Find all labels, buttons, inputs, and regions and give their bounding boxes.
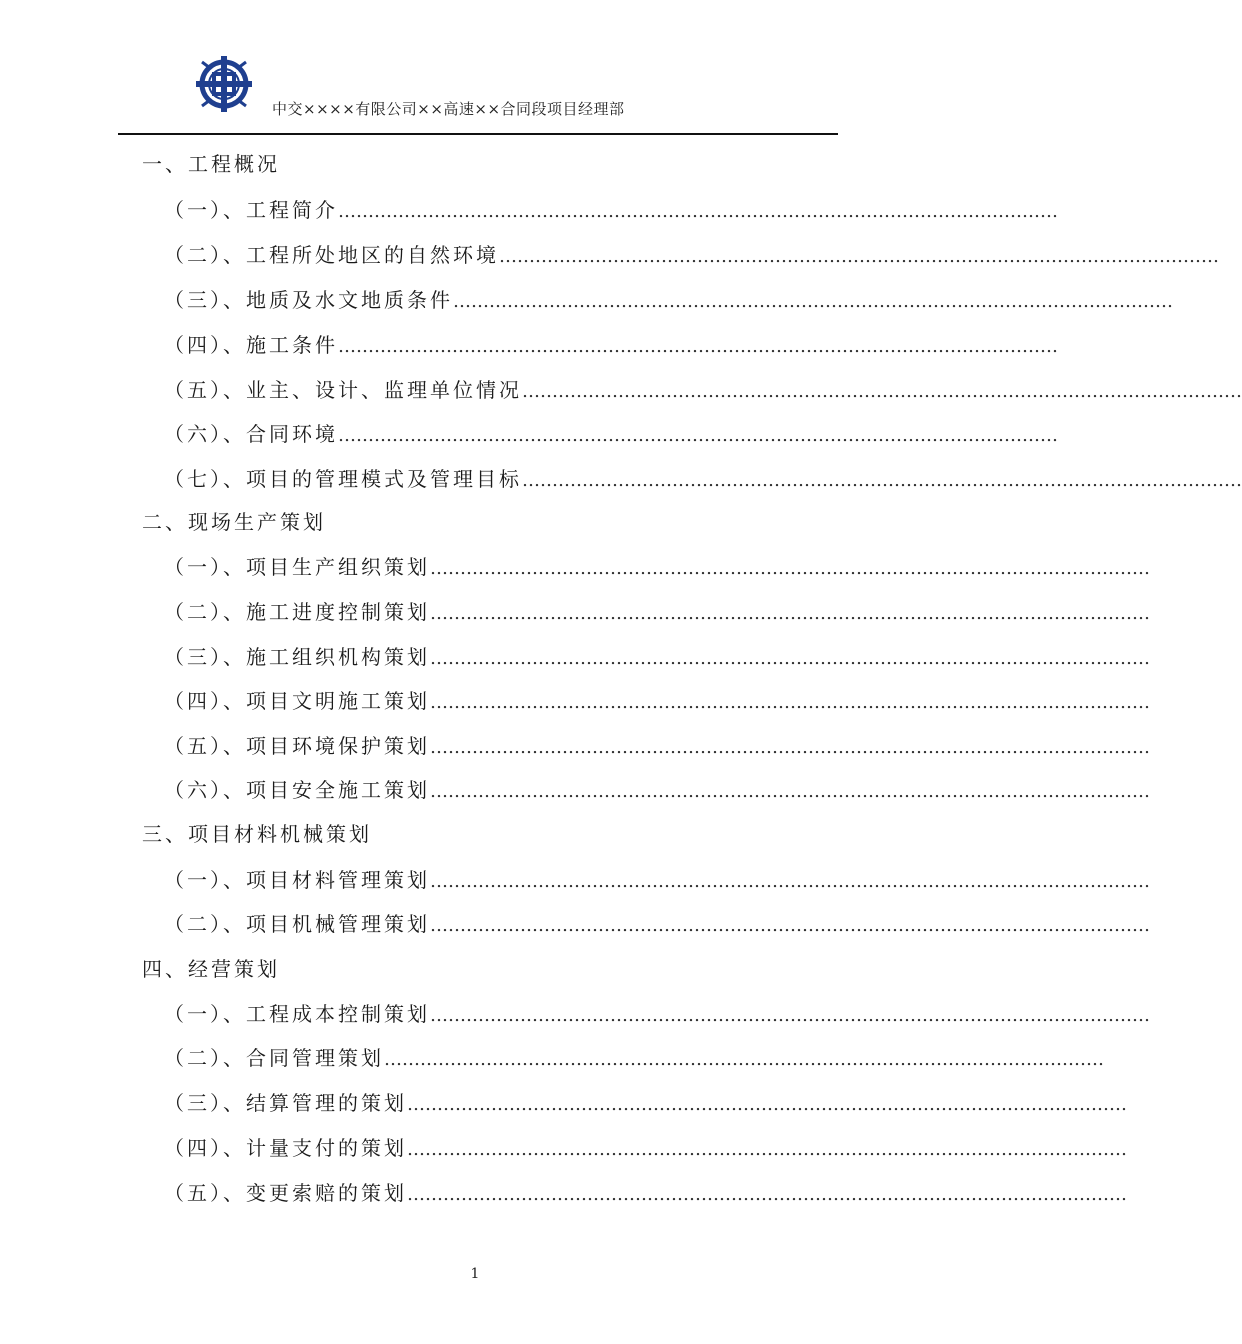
toc-entry[interactable] (164, 1134, 1127, 1162)
toc-entry[interactable] (164, 910, 1150, 938)
toc-dot-leader: ………………………………………………………………………………………………………… (338, 425, 1058, 446)
header-title: 中交××××有限公司××高速××合同段项目经理部 (272, 100, 625, 118)
toc-dot-leader: ………………………………………………………………………………………………………… (430, 781, 1150, 802)
toc-dot-leader: ………………………………………………………………………………………………………… (430, 603, 1150, 624)
toc-entry[interactable] (164, 331, 1058, 359)
toc-entry-label: （六）、项目安全施工策划 (164, 778, 430, 802)
toc-entry[interactable] (164, 776, 1150, 804)
toc-dot-leader: ………………………………………………………………………………………………………… (407, 1094, 1127, 1115)
toc-section-title: 四、经营策划 (142, 957, 280, 981)
toc-entry[interactable] (164, 553, 1150, 581)
toc-dot-leader: ………………………………………………………………………………………………………… (430, 915, 1150, 936)
toc-entry-label: （四）、计量支付的策划 (164, 1136, 407, 1160)
toc-entry-label: （一）、工程简介 (164, 198, 338, 222)
toc-dot-leader: ………………………………………………………………………………………………………… (430, 558, 1150, 579)
toc-entry-label: （三）、地质及水文地质条件 (164, 288, 453, 312)
toc-entry-label: （三）、施工组织机构策划 (164, 645, 430, 669)
toc-dot-leader: ………………………………………………………………………………………………………… (499, 246, 1219, 267)
toc-dot-leader: ………………………………………………………………………………………………………… (453, 291, 1173, 312)
toc-entry-label: （二）、工程所处地区的自然环境 (164, 243, 499, 267)
toc-dot-leader: ………………………………………………………………………………………………………… (430, 648, 1150, 669)
toc-entry-label: （四）、施工条件 (164, 333, 338, 357)
toc-section-title: 二、现场生产策划 (142, 510, 326, 534)
toc-entry-label: （二）、项目机械管理策划 (164, 912, 430, 936)
toc-entry[interactable] (164, 286, 1173, 314)
toc-dot-leader: ………………………………………………………………………………………………………… (430, 871, 1150, 892)
toc-entry[interactable] (164, 732, 1150, 760)
page-number: 1 (470, 1266, 480, 1282)
toc-dot-leader: ………………………………………………………………………………………………………… (338, 336, 1058, 357)
toc-entry-label: （五）、业主、设计、监理单位情况 (164, 378, 522, 402)
toc-dot-leader: ………………………………………………………………………………………………………… (430, 692, 1150, 713)
toc-entry-label: （三）、结算管理的策划 (164, 1091, 407, 1115)
toc-dot-leader: ………………………………………………………………………………………………………… (522, 381, 1242, 402)
toc-dot-leader: ………………………………………………………………………………………………………… (430, 737, 1150, 758)
page-header (118, 50, 838, 136)
toc-entry-label: （一）、工程成本控制策划 (164, 1002, 430, 1026)
toc-entry[interactable] (164, 687, 1150, 715)
toc-dot-leader: ………………………………………………………………………………………………………… (430, 1005, 1150, 1026)
toc-dot-leader: ………………………………………………………………………………………………………… (384, 1049, 1104, 1070)
toc-entry[interactable] (164, 241, 1219, 269)
toc-entry[interactable] (164, 1000, 1150, 1028)
toc-entry-label: （五）、变更索赔的策划 (164, 1181, 407, 1205)
toc-section-title: 三、项目材料机械策划 (142, 822, 372, 846)
toc-dot-leader: ………………………………………………………………………………………………………… (522, 470, 1242, 491)
toc-entry-label: （二）、施工进度控制策划 (164, 600, 430, 624)
toc-entry[interactable] (164, 196, 1058, 224)
toc-dot-leader: ………………………………………………………………………………………………………… (338, 201, 1058, 222)
toc-entry-label: （一）、项目材料管理策划 (164, 868, 430, 892)
toc-entry-label: （七）、项目的管理模式及管理目标 (164, 467, 522, 491)
toc-entry-label: （二）、合同管理策划 (164, 1046, 384, 1070)
company-logo-icon (196, 54, 252, 114)
toc-entry[interactable] (164, 420, 1058, 448)
toc-entry[interactable] (164, 1089, 1127, 1117)
toc-section-title: 一、工程概况 (142, 152, 280, 176)
toc-entry-label: （四）、项目文明施工策划 (164, 689, 430, 713)
toc-entry-label: （五）、项目环境保护策划 (164, 734, 430, 758)
toc-entry-label: （一）、项目生产组织策划 (164, 555, 430, 579)
toc-dot-leader: ………………………………………………………………………………………………………… (407, 1139, 1127, 1160)
toc-entry[interactable] (164, 465, 1242, 493)
toc-dot-leader: ………………………………………………………………………………………………………… (407, 1184, 1127, 1205)
toc-entry[interactable] (164, 598, 1150, 626)
toc-entry[interactable] (164, 643, 1150, 671)
header-divider (118, 133, 838, 135)
toc-entry-label: （六）、合同环境 (164, 422, 338, 446)
toc-entry[interactable] (164, 376, 1242, 404)
toc-entry[interactable] (164, 866, 1150, 894)
toc-entry[interactable] (164, 1044, 1104, 1072)
toc-entry[interactable] (164, 1179, 1127, 1207)
